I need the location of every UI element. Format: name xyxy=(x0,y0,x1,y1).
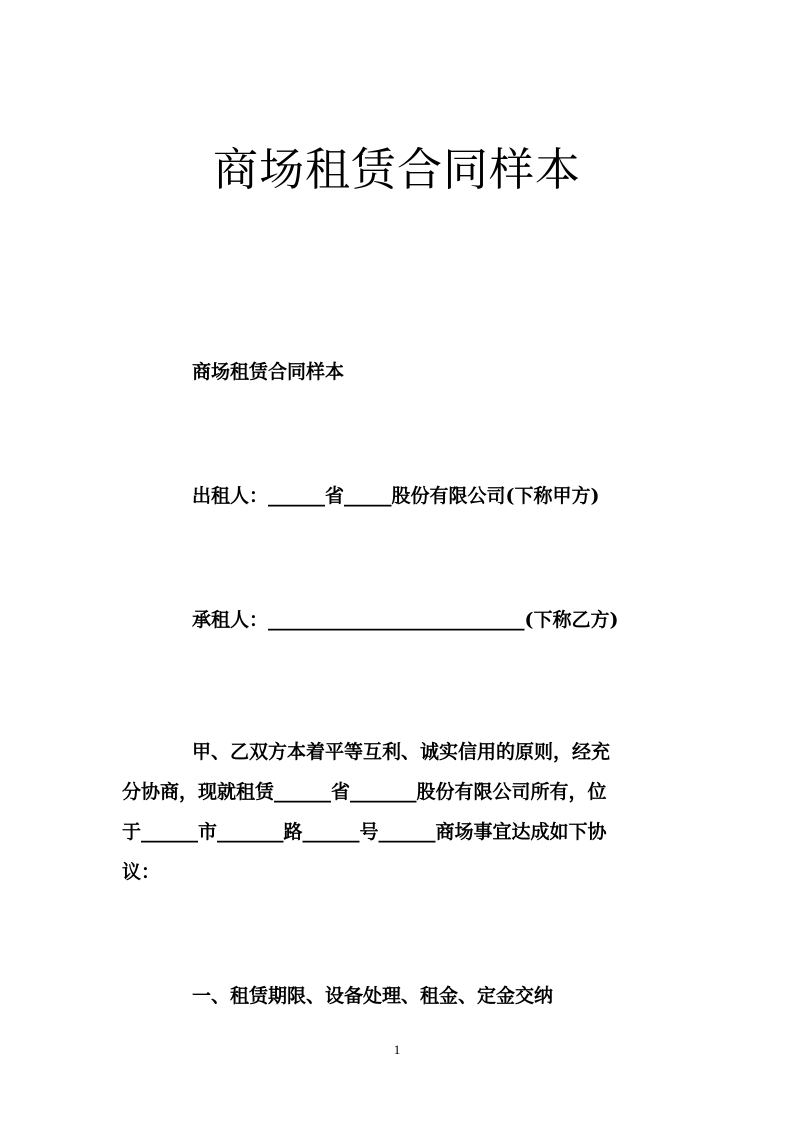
document-title: 商场租赁合同样本 xyxy=(212,143,581,196)
preamble-paragraph xyxy=(122,732,667,892)
lessor-line: 出租人：______省_____股份有限公司(下称甲方) xyxy=(192,485,600,507)
preamble-line: 于______市_______路______号______商场事宜达成如下协 xyxy=(122,821,607,843)
page-number: 1 xyxy=(393,1042,401,1057)
preamble-line: 甲、乙双方本着平等互利、诚实信用的原则，经充 xyxy=(192,741,611,763)
preamble-line: 议： xyxy=(122,861,161,883)
section-heading: 一、租赁期限、设备处理、租金、定金交纳 xyxy=(192,985,554,1007)
document-subtitle: 商场租赁合同样本 xyxy=(192,361,345,383)
lessee-line: 承租人：___________________________(下称乙方) xyxy=(192,609,619,631)
preamble-line: 分协商，现就租赁______省_______股份有限公司所有，位 xyxy=(122,781,607,803)
